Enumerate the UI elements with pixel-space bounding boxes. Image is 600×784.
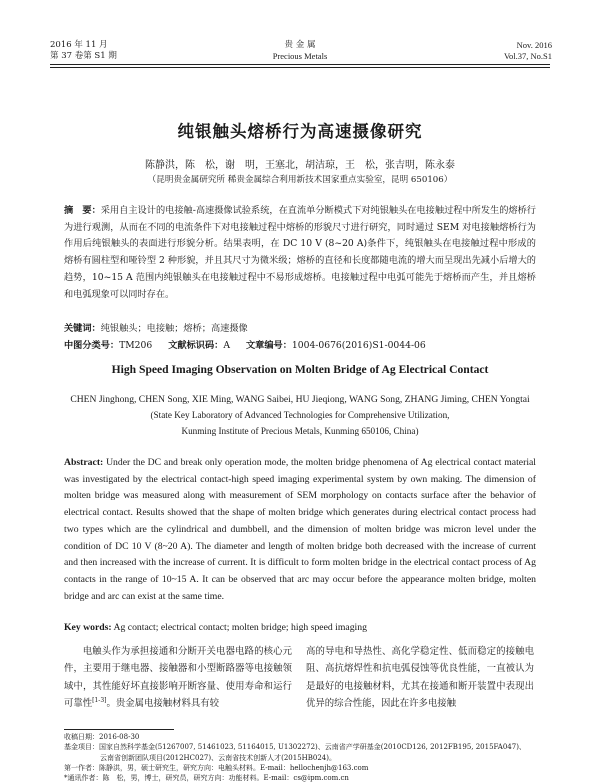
body-column-left — [64, 643, 292, 713]
class-label: 中图分类号： — [64, 340, 120, 351]
abstract-en — [64, 455, 536, 605]
keywords-text-en: Ag contact; electrical contact; molten bridge; high speed imaging — [113, 622, 367, 633]
body-paragraph-right: 高的导电和导热性、高化学稳定性、低而稳定的接触电阻、高抗熔焊性和抗电弧侵蚀等优良性能，一直被认为是最好的电接触材料，尤其在接通和断开装置中表现出优异的综合性能，因此在许多电接触 — [306, 646, 534, 710]
header-date: 2016 年 11 月 — [50, 40, 108, 50]
keywords-en — [64, 622, 536, 633]
class-value: TM206 — [119, 340, 153, 351]
header-volume: 第 37 卷第 S1 期 — [50, 51, 117, 61]
body-text-left: 电触头作为承担接通和分断开关电器电路的核心元件，主要用于继电器、接触器和小型断路器等电接触领域中，其性能好坏直接影响开断容量、使用寿命和运行可靠性 — [64, 646, 292, 710]
header-rule-thin — [50, 67, 550, 68]
header-issue-en — [504, 40, 552, 62]
affiliation-en-line2: Kunming Institute of Precious Metals, Kunming 650106, China) — [181, 426, 419, 436]
classification-line — [64, 337, 536, 351]
header-journal-en: Precious Metals — [272, 51, 328, 61]
author-list-zh: 陈静洪，陈 松，谢 明，王塞北，胡洁琼，王 松，张吉明，陈永泰 — [145, 160, 455, 171]
header-journal-zh: 贵 金 属 — [284, 40, 316, 50]
footnote-first-author: 第一作者：陈静洪，男，硕士研究生，研究方向：电触头材料。E-mail：hellochenjh@163.com — [64, 763, 369, 772]
footnotes — [64, 732, 544, 783]
abstract-text-en: Under the DC and break only operation mode, the molten bridge phenomena of Ag electrical contact material was investigated by the electrical contact-high speed imaging experimental system by own making. The dimension of molten bridge was measured along with measurement of SEM morphology on contacts surface after the behavior of electrical contact. Results showed that the shape of molten bridge which generates during electrical contact process had two types which are the cylindrical and dumbbell, and the dimension of molten bridge was micron level under the condition of DC 10 V (8~20 A). The diameter and length of molten bridge both decreased with the increase of current and then increased with the increase of current. It is difficult to form molten bridge in the electrical contact process of Ag contacts in the range of 10~15 A. It can be observed that arc may occur before the appearance molten bridge, molten bridge and arc can exist at the same time. — [64, 457, 536, 602]
abstract-label-zh: 摘 要： — [64, 205, 101, 216]
body-column-right — [306, 643, 534, 713]
body-paragraph — [64, 643, 292, 713]
footnote-fund: 基金项目：国家自然科学基金(51267007, 51461023, 51164015, U1302272)、云南省产学研基金(2010CD126, 2012FB195, 2015FA047)、 — [64, 743, 526, 752]
citation-ref: [1-3] — [92, 697, 107, 705]
affiliation-en-line1: (State Key Laboratory of Advanced Technologies for Comprehensive Utilization, — [150, 410, 450, 420]
author-list-en: CHEN Jinghong, CHEN Song, XIE Ming, WANG Saibei, HU Jieqiong, WANG Song, ZHANG Jiming, CHEN Yongtai — [70, 394, 530, 405]
keywords-label-zh: 关键词： — [64, 323, 101, 334]
keywords-zh — [64, 320, 536, 334]
header-volume-en: Vol.37, No.S1 — [503, 51, 552, 61]
doc-code-label: 文献标识码： — [168, 340, 224, 351]
paper-title-zh: 纯银触头熔桥行为高速摄像研究 — [177, 122, 423, 141]
article-number-value: 1004-0676(2016)S1-0044-06 — [291, 340, 426, 351]
abstract-zh — [64, 203, 536, 303]
article-number-label: 文章编号： — [245, 340, 292, 351]
header-date-en: Nov. 2016 — [516, 40, 552, 50]
paper-title-en: High Speed Imaging Observation on Molten Bridge of Ag Electrical Contact — [111, 363, 489, 376]
keywords-label-en: Key words: — [64, 622, 112, 633]
footnote-fund-cont: 云南省创新团队项目(2012HC027)、云南省技术创新人才(2015HB024)。 — [100, 753, 336, 762]
affiliation-zh: （昆明贵金属研究所 稀贵金属综合利用新技术国家重点实验室，昆明 650106） — [147, 175, 453, 185]
footnote-corresponding: *通讯作者：陈 松，男，博士，研究员，研究方向：功能材料。E-mail：cs@ipm.com.cn — [64, 774, 349, 783]
abstract-text-zh: 采用自主设计的电接触-高速摄像试验系统，在直流单分断模式下对纯银触头在电接触过程中所发生的熔桥行为进行观测，从而在不同的电流条件下对电接触过程中熔桥的形貌尺寸进行研究，同时通过 SEM 对电接触熔桥行为作用后纯银触头的表面进行形貌分析。结果表明，在 DC 10 V (8~20 A)条件下，纯银触头在电接触过程中形成的熔桥有圆柱型和哑铃型 2 种形貌，并且其尺寸为微米级；熔桥的直径和长度都随电流的增大而呈现出先减小后增大的趋势，10~15 A 范围内纯银触头在电接触过程中不易形成熔桥。电接触过程中电弧可能先于熔桥而产生，并且熔桥和电弧现象可以同时存在。 — [64, 205, 536, 300]
footnote-received: 收稿日期：2016-08-30 — [64, 733, 140, 741]
header-rule — [50, 64, 550, 65]
footnote-rule — [64, 729, 174, 730]
doc-code-value: A — [223, 340, 230, 351]
keywords-text-zh: 纯银触头；电接触；熔桥；高速摄像 — [100, 323, 248, 334]
abstract-label-en: Abstract: — [64, 457, 104, 468]
body-text-left-cont: 。贵金属电接触材料具有较 — [106, 698, 219, 710]
